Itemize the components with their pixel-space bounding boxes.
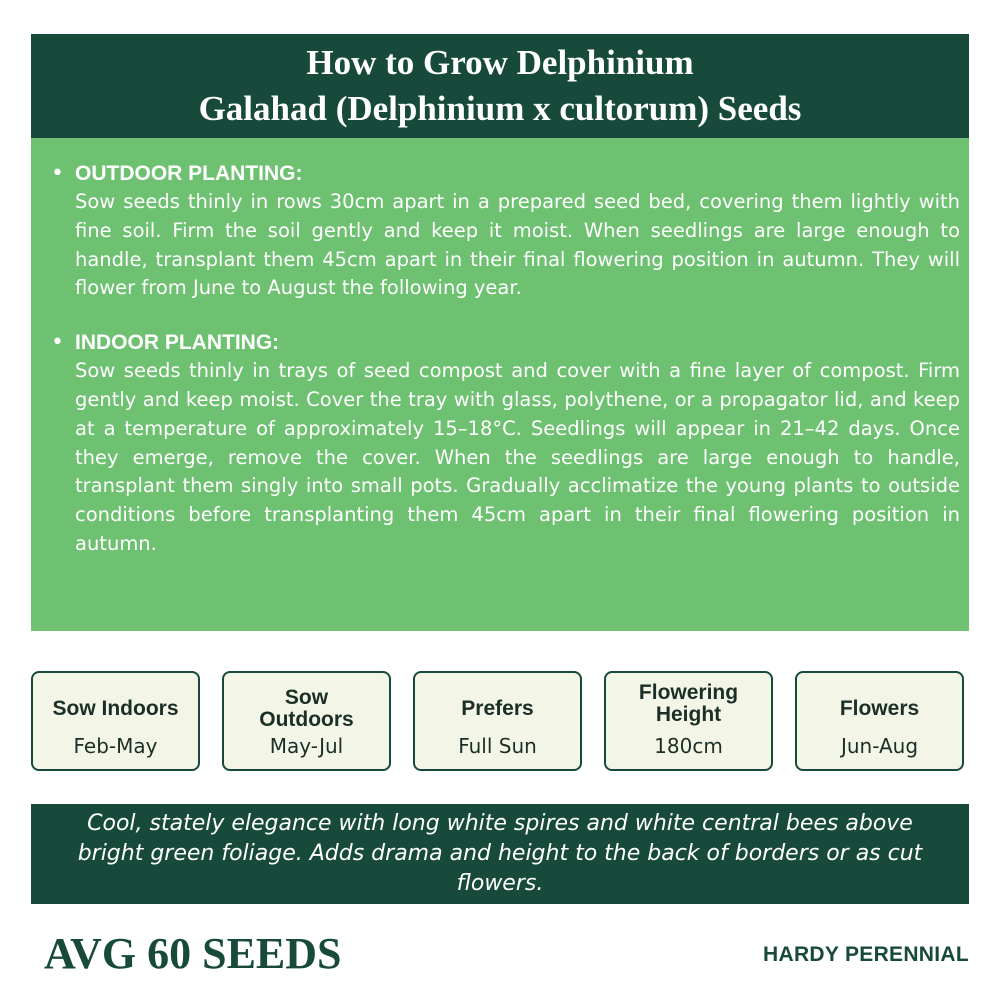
section-body: Sow seeds thinly in trays of seed compost and cover with a fine layer of compost. Firm gently and keep moist. Cover the tray with glass, polythene, or a propagator lid, and keep at a temperature of approximately 15–18°C. Seedlings will appear in 21–42 days. Once they emerge, remove the cover. When the seedlings are large enough to handle, transplant them singly into small pots. Gradually acclimatize the young plants to outside conditions before transplanting them 45cm apart in their final flowering position in autumn. <box>75 359 960 555</box>
card-value: Full Sun <box>458 734 537 758</box>
card-flowering-height <box>604 671 773 771</box>
title-line-2: Galahad (Delphinium x cultorum) Seeds <box>198 89 802 128</box>
section-title: OUTDOOR PLANTING: <box>75 162 303 185</box>
section-title: INDOOR PLANTING: <box>75 331 280 355</box>
card-label: Sow Outdoors <box>259 686 354 731</box>
plant-type: HARDY PERENNIAL <box>763 943 969 966</box>
card-label: Sow Indoors <box>52 697 179 720</box>
bullet-icon: • <box>51 161 64 186</box>
card-sow-outdoors <box>222 671 391 771</box>
indoor-planting-section <box>51 330 960 559</box>
card-label: Flowering Height <box>638 681 739 726</box>
card-value: 180cm <box>654 734 723 758</box>
card-prefers <box>413 671 582 771</box>
info-cards <box>31 671 969 775</box>
card-value: May-Jul <box>269 734 344 758</box>
card-value: Jun-Aug <box>840 734 919 758</box>
card-value: Feb-May <box>73 734 158 758</box>
card-sow-indoors <box>31 671 200 771</box>
card-flowers <box>795 671 964 771</box>
title-banner <box>31 34 969 138</box>
variety-description: Cool, stately elegance with long white spires and white central bees above bright green foliage. Adds drama and height to the back of borders or as cut flowers. <box>31 804 969 904</box>
planting-instructions <box>31 138 969 631</box>
outdoor-planting-section <box>51 161 960 303</box>
card-label: Prefers <box>461 697 534 720</box>
bullet-icon: • <box>51 330 64 356</box>
title-line-1: How to Grow Delphinium <box>306 43 694 82</box>
seed-count: AVG 60 SEEDS <box>44 929 342 978</box>
section-body: Sow seeds thinly in rows 30cm apart in a prepared seed bed, covering them lightly with fine soil. Firm the soil gently and keep it moist. When seedlings are large enough to handle, transplant them 45cm apart in their final flowering position in autumn. They will flower from June to August the following year. <box>75 190 960 300</box>
card-label: Flowers <box>839 697 920 720</box>
